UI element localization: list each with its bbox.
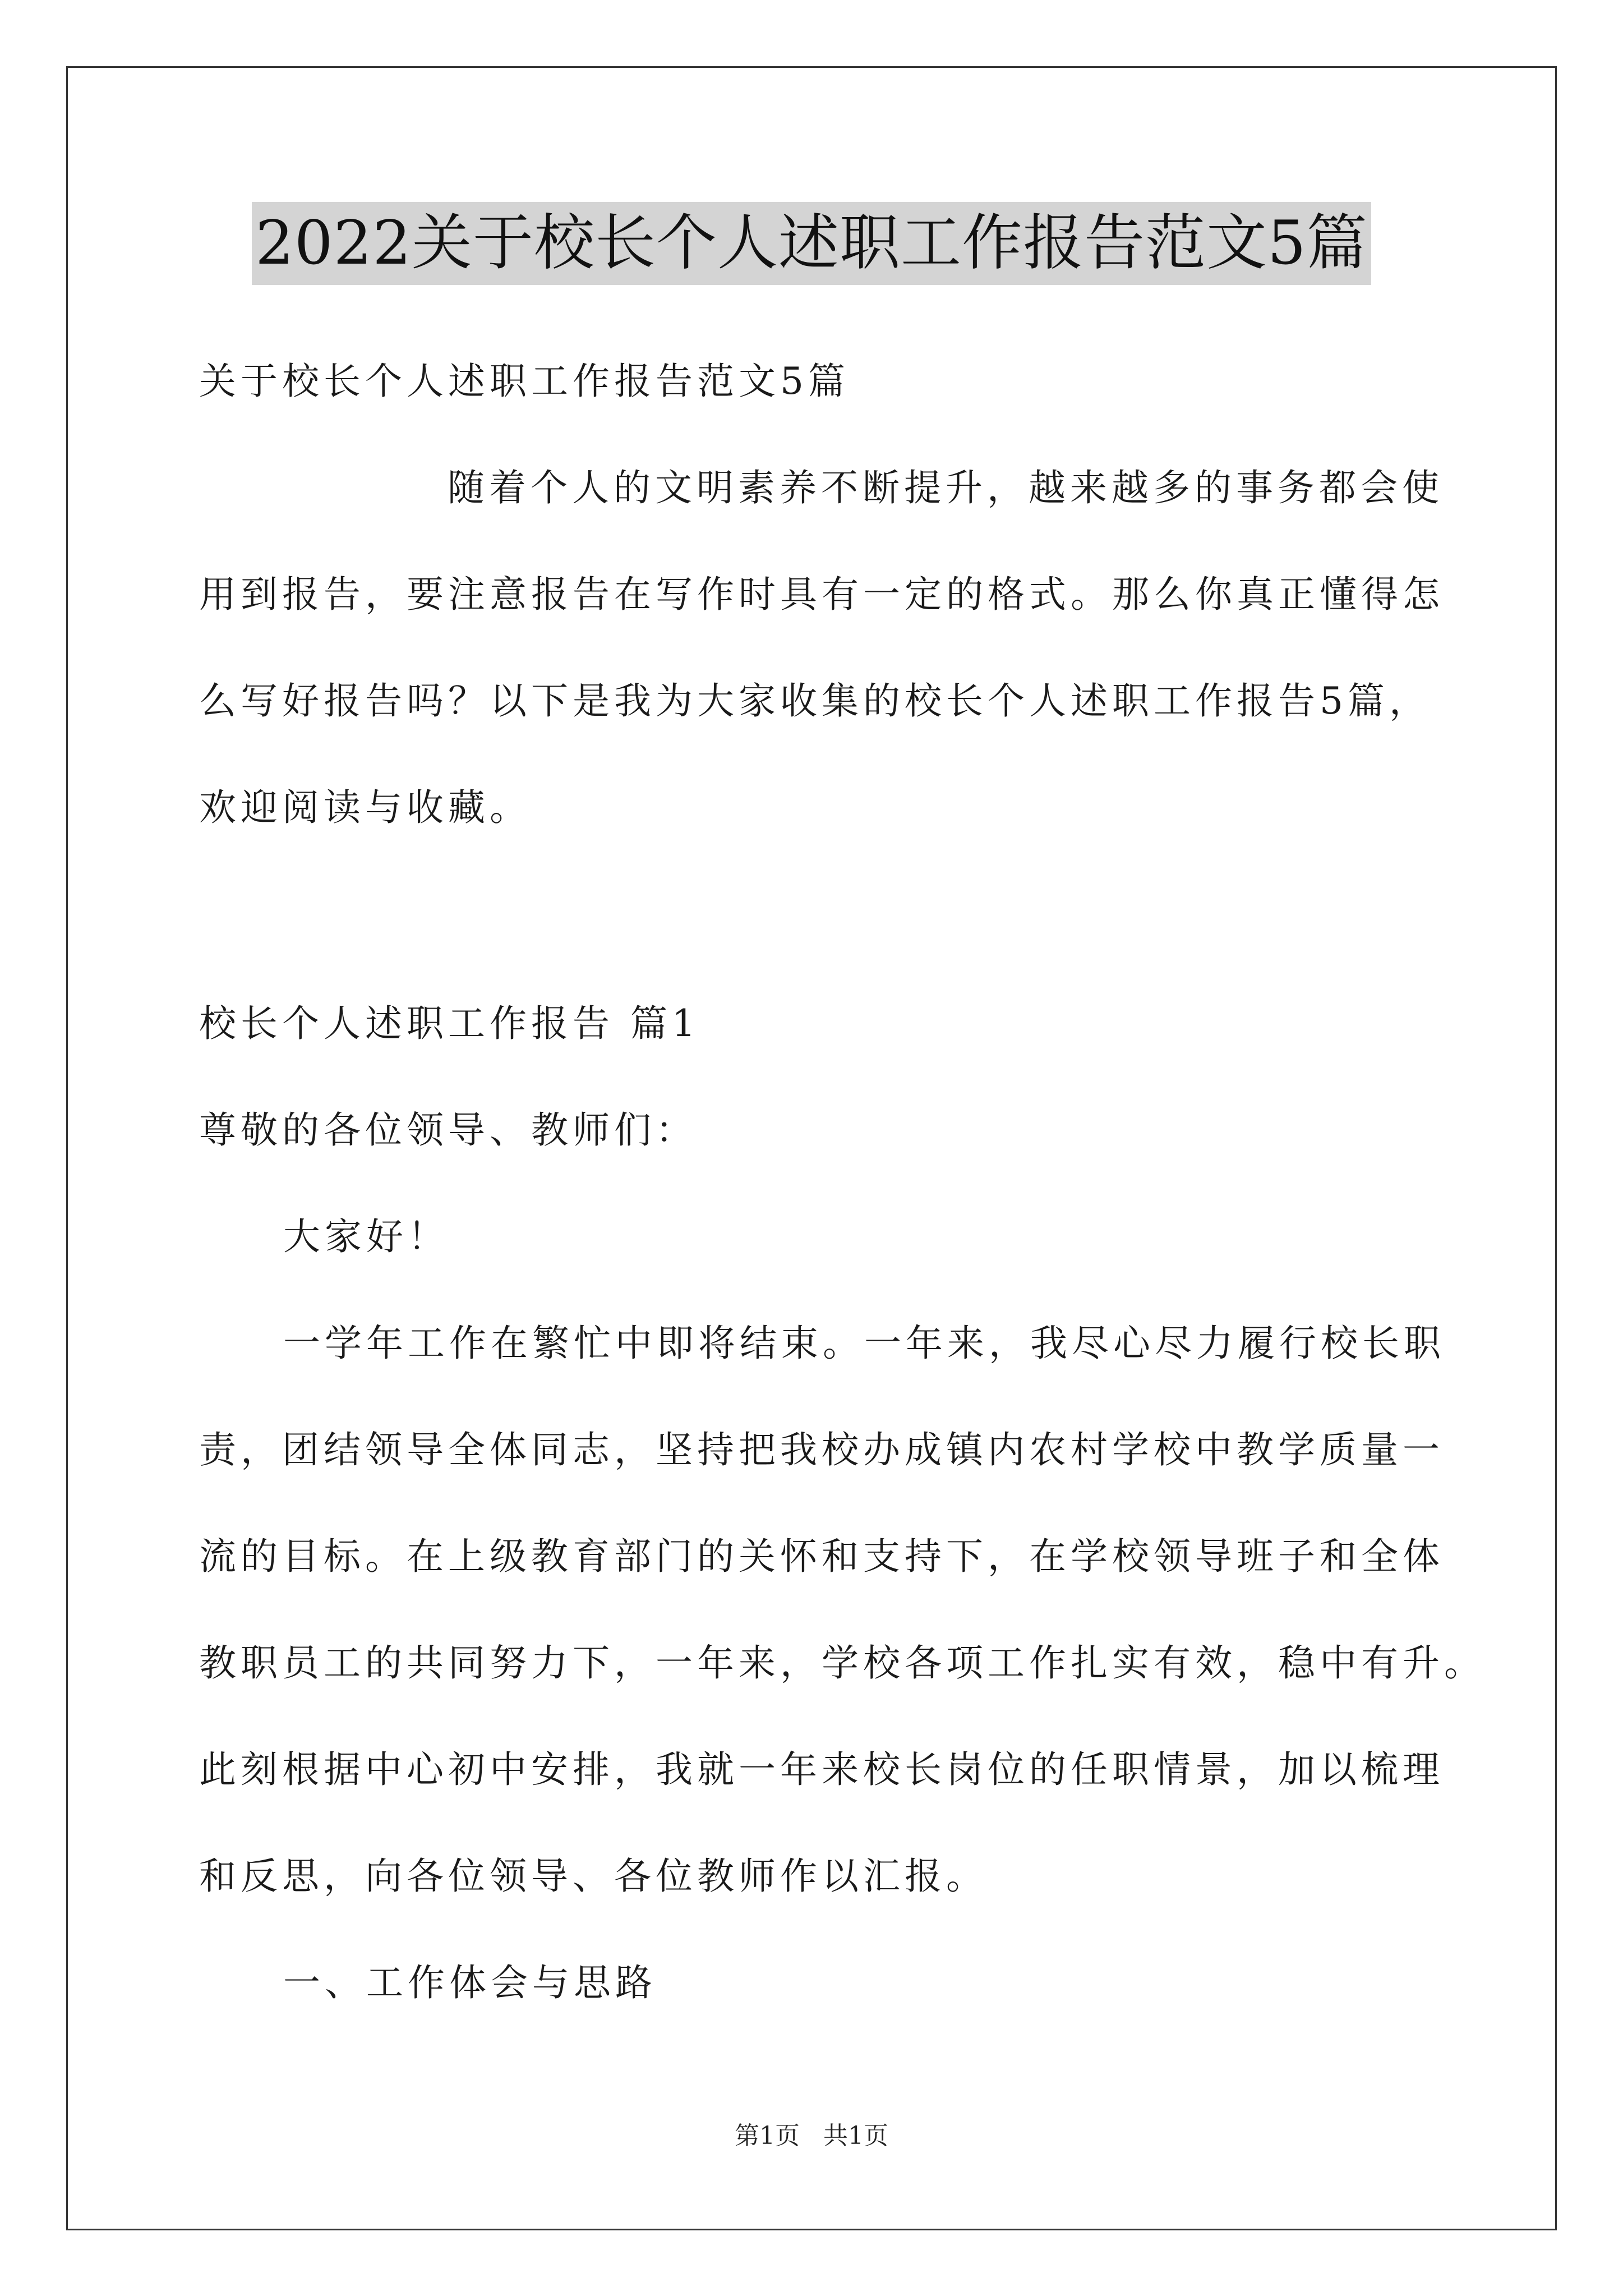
greeting: 大家好！: [283, 1215, 449, 1258]
body-line-1: 一学年工作在繁忙中即将结束。一年来，我尽心尽力履行校长职: [283, 1322, 1445, 1365]
intro-line-1: 随着个人的文明素养不断提升，越来越多的事务都会使: [448, 466, 1444, 509]
title-container: [0, 202, 1623, 285]
salutation: 尊敬的各位领导、教师们：: [199, 1108, 697, 1152]
section-heading: 校长个人述职工作报告 篇1: [199, 1002, 700, 1045]
page-footer: [0, 2120, 1623, 2152]
body-line-6: 和反思，向各位领导、各位教师作以汇报。: [199, 1855, 988, 1898]
subtitle-line: 关于校长个人述职工作报告范文5篇: [199, 360, 850, 403]
body-line-2: 责，团结领导全体同志，坚持把我校办成镇内农村学校中教学质量一: [199, 1428, 1444, 1471]
intro-line-4: 欢迎阅读与收藏。: [199, 786, 531, 829]
subheading-1: 一、工作体会与思路: [283, 1961, 657, 2004]
body-line-5: 此刻根据中心初中安排，我就一年来校长岗位的任职情景，加以梳理: [199, 1748, 1444, 1791]
document-title: 2022关于校长个人述职工作报告范文5篇: [252, 202, 1371, 285]
page-number-current: 第1页: [735, 2122, 800, 2150]
body-line-3: 流的目标。在上级教育部门的关怀和支持下，在学校领导班子和全体: [199, 1535, 1444, 1578]
intro-line-3: 么写好报告吗？以下是我为大家收集的校长个人述职工作报告5篇，: [199, 679, 1431, 723]
page-number-total: 共1页: [823, 2122, 888, 2150]
body-line-4: 教职员工的共同努力下，一年来，学校各项工作扎实有效，稳中有升。: [199, 1641, 1486, 1685]
intro-line-2: 用到报告，要注意报告在写作时具有一定的格式。那么你真正懂得怎: [199, 573, 1444, 616]
